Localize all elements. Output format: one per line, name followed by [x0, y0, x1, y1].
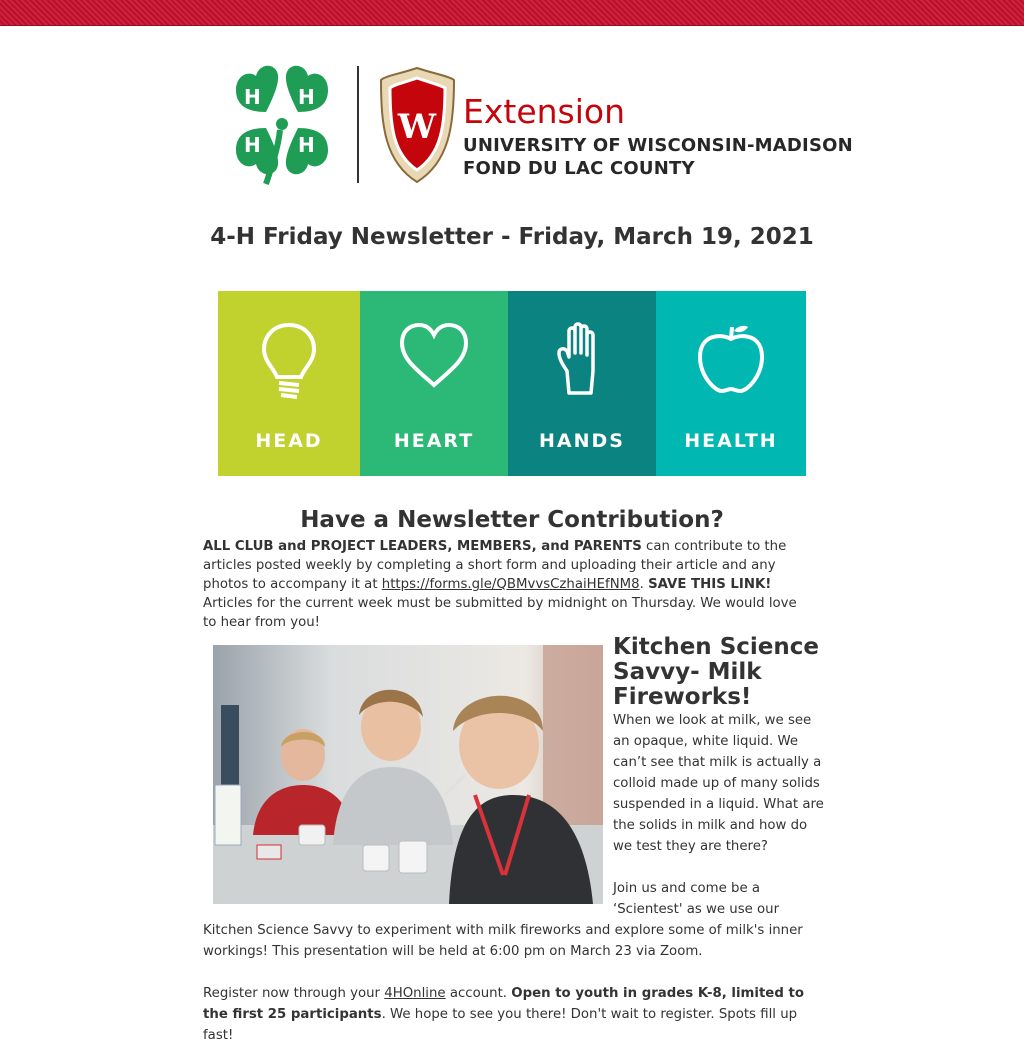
county-line: FOND DU LAC COUNTY [463, 158, 695, 179]
register-eligibility: Open to youth in grades K-8, limited to the first 25 participants [203, 986, 804, 1022]
register-text-2: account. [445, 986, 512, 1001]
university-line: UNIVERSITY OF WISCONSIN-MADISON [463, 135, 853, 156]
svg-text:H: H [244, 85, 261, 109]
uw-crest-logo [379, 66, 456, 184]
four-h-banner [218, 291, 806, 476]
banner-label-head: HEAD [255, 430, 323, 452]
newsletter-title: 4-H Friday Newsletter - Friday, March 19, 2021 [210, 224, 814, 250]
kitchen-science-join-line: Join us and come be a ‘Scientest' as we use our [613, 881, 780, 917]
contribution-text [203, 537, 813, 632]
kitchen-science-intro: When we look at milk, we see an opaque, white liquid. We can’t see that milk is actually a colloid made up of many solids suspended in a liquid. What are the solids in milk and how do we test they are there? [613, 713, 824, 854]
register-text-3: . We hope to see you there! Don't wait to register. Spots fill up fast! [203, 1007, 798, 1043]
4honline-link[interactable]: 4HOnline [384, 986, 446, 1001]
banner-panel-head [218, 291, 360, 476]
contribution-form-link[interactable]: https://forms.gle/QBMvvsCzhaiHEfNM8 [381, 577, 640, 592]
svg-text:H: H [298, 85, 315, 109]
banner-label-heart: HEART [393, 430, 475, 452]
banner-panel-health [656, 291, 806, 476]
4h-clover-logo [222, 64, 342, 186]
crest-letter: W [397, 107, 437, 147]
banner-panel-hands [508, 291, 656, 476]
save-link-note: SAVE THIS LINK! [648, 577, 772, 592]
contribution-bold-lead: ALL CLUB and PROJECT LEADERS, MEMBERS, and PARENTS [203, 539, 642, 554]
hand-icon [555, 321, 609, 397]
contribution-text-3: Articles for the current week must be submitted by midnight on Thursday. We would love to hear from you! [203, 596, 797, 630]
banner-label-health: HEALTH [684, 430, 778, 452]
logo-divider [357, 66, 359, 183]
kitchen-science-title: Kitchen Science Savvy- Milk Fireworks! [613, 634, 819, 710]
heart-icon [398, 321, 470, 391]
svg-text:H: H [298, 133, 315, 157]
apple-icon [696, 321, 766, 395]
kitchen-science-register [203, 983, 818, 1046]
kitchen-science-join-details: Kitchen Science Savvy to experiment with milk fireworks and explore some of milk's inner workings! This presentation will be held at 6:00 pm on March 23 via Zoom. [203, 923, 803, 959]
kids-milk-experiment-photo [213, 645, 603, 904]
lightbulb-icon [259, 321, 319, 401]
contribution-text-1: can contribute to the articles posted weekly by completing a short form and uploading their article and any photos to accompany it at [203, 539, 787, 592]
top-decorative-bar [0, 0, 1024, 26]
contribution-text-2: . [639, 577, 649, 592]
contribution-heading: Have a Newsletter Contribution? [300, 507, 724, 533]
svg-text:H: H [244, 133, 261, 157]
register-text-1: Register now through your [203, 986, 385, 1001]
banner-label-hands: HANDS [539, 430, 625, 452]
banner-panel-heart [360, 291, 508, 476]
extension-wordmark: Extension [463, 92, 626, 131]
